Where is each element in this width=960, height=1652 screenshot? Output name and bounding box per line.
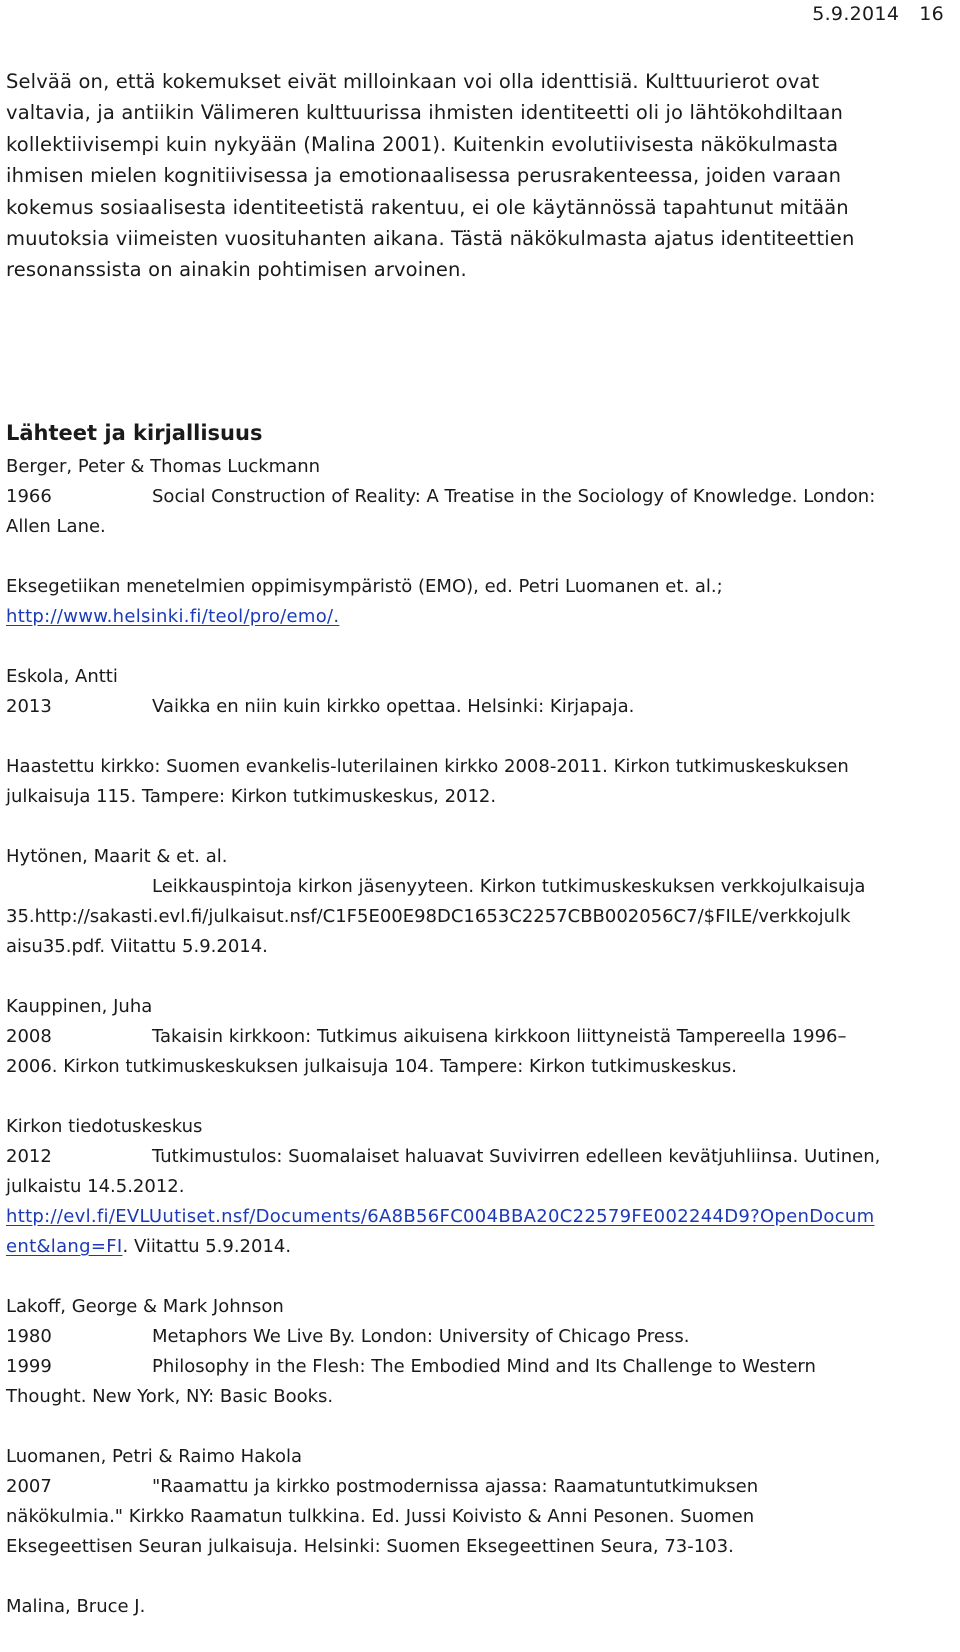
reference-emo xyxy=(6,572,956,632)
paragraph-line: muutoksia viimeisten vuosituhanten aikana. Tästä näkökulmasta ajatus identiteettien xyxy=(6,227,855,251)
reference-title-continued: Thought. New York, NY: Basic Books. xyxy=(6,1386,334,1407)
reference-berger xyxy=(6,452,956,542)
reference-hytonen xyxy=(6,842,956,962)
reference-year: 2007 xyxy=(6,1476,52,1497)
paragraph-line: ihmisen mielen kognitiivisessa ja emotionaalisessa perusrakenteessa, joiden varaan xyxy=(6,164,842,188)
reference-year: 2012 xyxy=(6,1146,52,1167)
reference-title: Social Construction of Reality: A Treatise in the Sociology of Knowledge. London: xyxy=(152,486,876,507)
reference-luomanen xyxy=(6,1442,956,1562)
reference-author: Lakoff, George & Mark Johnson xyxy=(6,1296,284,1317)
reference-title: Leikkauspintoja kirkon jäsenyyteen. Kirkon tutkimuskeskuksen verkkojulkaisuja xyxy=(152,876,866,897)
page-number: 16 xyxy=(919,3,944,25)
reference-year: 2013 xyxy=(6,696,52,717)
reference-kauppinen xyxy=(6,992,956,1082)
reference-eskola xyxy=(6,662,956,722)
body-paragraph xyxy=(6,66,956,286)
reference-text: näkökulmia." Kirkko Raamatun tulkkina. Ed. Jussi Koivisto & Anni Pesonen. Suomen xyxy=(6,1506,755,1527)
reference-author: Kauppinen, Juha xyxy=(6,996,153,1017)
reference-text: julkaistu 14.5.2012. xyxy=(6,1176,185,1197)
reference-tiedotuskeskus xyxy=(6,1112,956,1262)
reference-text: . Viitattu 5.9.2014. xyxy=(122,1236,292,1257)
reference-year: 1966 xyxy=(6,486,52,507)
reference-text: Eksegetiikan menetelmien oppimisympäristö (EMO), ed. Petri Luomanen et. al.; xyxy=(6,576,723,597)
reference-title-continued: Allen Lane. xyxy=(6,516,106,537)
page-header xyxy=(812,0,944,28)
reference-link-continued[interactable]: ent&lang=FI xyxy=(6,1236,123,1257)
reference-malina xyxy=(6,1592,956,1622)
reference-author: Malina, Bruce J. xyxy=(6,1596,146,1617)
reference-title: "Raamattu ja kirkko postmodernissa ajassa: Raamatuntutkimuksen xyxy=(152,1476,759,1497)
reference-text: Haastettu kirkko: Suomen evankelis-luterilainen kirkko 2008-2011. Kirkon tutkimuskeskuksen xyxy=(6,756,849,777)
reference-year: 1999 xyxy=(6,1356,52,1377)
reference-author: Hytönen, Maarit & et. al. xyxy=(6,846,228,867)
reference-link[interactable]: http://www.helsinki.fi/teol/pro/emo/. xyxy=(6,606,340,627)
reference-title: Philosophy in the Flesh: The Embodied Mind and Its Challenge to Western xyxy=(152,1356,816,1377)
reference-lakoff xyxy=(6,1292,956,1412)
reference-link[interactable]: http://evl.fi/EVLUutiset.nsf/Documents/6A8B56FC004BBA20C22579FE002244D9?OpenDocum xyxy=(6,1206,875,1227)
reference-author: Kirkon tiedotuskeskus xyxy=(6,1116,203,1137)
paragraph-line: valtavia, ja antiikin Välimeren kulttuurissa ihmisten identiteetti oli jo lähtökohdiltaan xyxy=(6,101,844,125)
reference-title: Tutkimustulos: Suomalaiset haluavat Suvivirren edelleen kevätjuhliinsa. Uutinen, xyxy=(152,1146,881,1167)
reference-title: Metaphors We Live By. London: University of Chicago Press. xyxy=(152,1326,690,1347)
reference-haastettu xyxy=(6,752,956,812)
reference-text: Eksegeettisen Seuran julkaisuja. Helsinki: Suomen Eksegeettinen Seura, 73-103. xyxy=(6,1536,734,1557)
references-section xyxy=(6,418,956,1652)
reference-text: 35.http://sakasti.evl.fi/julkaisut.nsf/C1F5E00E98DC1653C2257CBB002056C7/$FILE/verkkojulk xyxy=(6,906,851,927)
reference-author: Berger, Peter & Thomas Luckmann xyxy=(6,456,321,477)
reference-title: Vaikka en niin kuin kirkko opettaa. Helsinki: Kirjapaja. xyxy=(152,696,635,717)
paragraph-line: kollektiivisempi kuin nykyään (Malina 2001). Kuitenkin evolutiivisesta näkökulmasta xyxy=(6,132,839,156)
reference-year: 2008 xyxy=(6,1026,52,1047)
reference-author: Eskola, Antti xyxy=(6,666,118,687)
reference-author: Luomanen, Petri & Raimo Hakola xyxy=(6,1446,303,1467)
header-date: 5.9.2014 xyxy=(812,3,900,25)
paragraph-line: Selvää on, että kokemukset eivät milloinkaan voi olla identtisiä. Kulttuurierot ovat xyxy=(6,70,820,93)
paragraph-line: resonanssista on ainakin pohtimisen arvoinen. xyxy=(6,258,467,282)
references-heading: Lähteet ja kirjallisuus xyxy=(6,421,263,445)
paragraph-line: kokemus sosiaalisesta identiteetistä rakentuu, ei ole käytännössä tapahtunut mitään xyxy=(6,195,849,219)
reference-year: 1980 xyxy=(6,1326,52,1347)
reference-text: aisu35.pdf. Viitattu 5.9.2014. xyxy=(6,936,268,957)
reference-text: julkaisuja 115. Tampere: Kirkon tutkimuskeskus, 2012. xyxy=(6,786,497,807)
reference-title: Takaisin kirkkoon: Tutkimus aikuisena kirkkoon liittyneistä Tampereella 1996– xyxy=(152,1026,847,1047)
reference-text: 2006. Kirkon tutkimuskeskuksen julkaisuja 104. Tampere: Kirkon tutkimuskeskus. xyxy=(6,1056,738,1077)
